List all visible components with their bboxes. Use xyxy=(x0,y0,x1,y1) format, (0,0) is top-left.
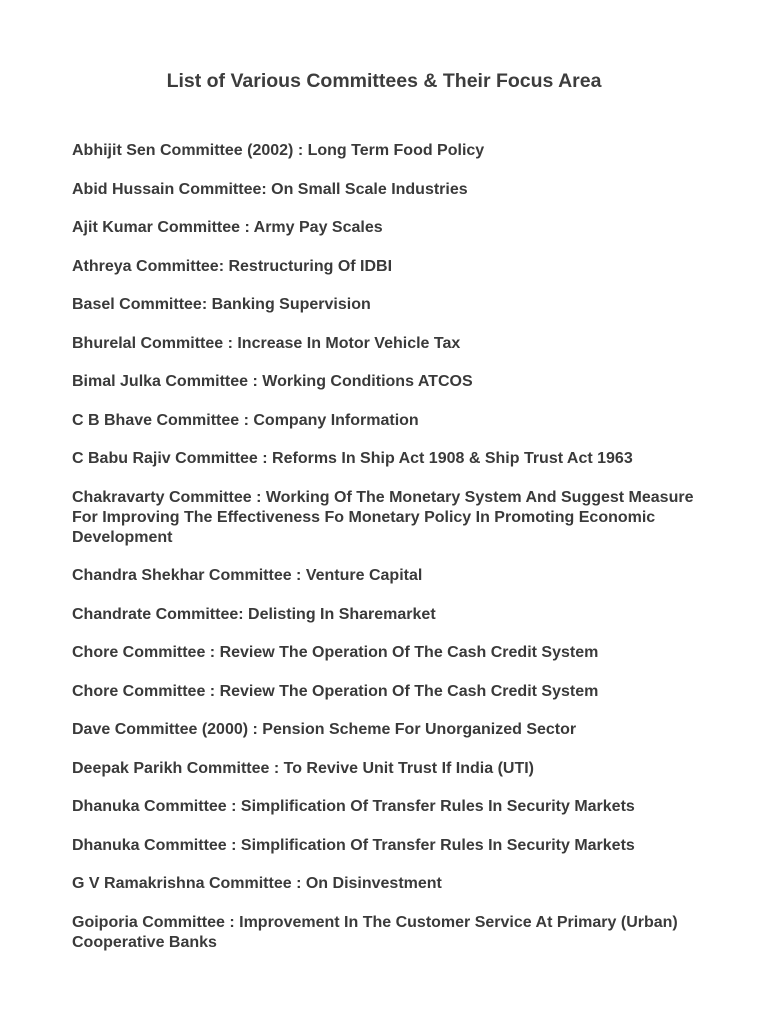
list-item: Basel Committee: Banking Supervision xyxy=(72,296,371,313)
list-item: C Babu Rajiv Committee : Reforms In Ship Act 1908 & Ship Trust Act 1963 xyxy=(72,450,633,467)
list-item: Goiporia Committee : Improvement In The Customer Service At Primary (Urban) Cooperative Banks xyxy=(72,913,678,951)
list-item: Dave Committee (2000) : Pension Scheme For Unorganized Sector xyxy=(72,721,577,738)
list-item: Dhanuka Committee : Simplification Of Transfer Rules In Security Markets xyxy=(72,836,635,854)
list-item: Bhurelal Committee : Increase In Motor Vehicle Tax xyxy=(72,334,461,352)
list-item: Chandra Shekhar Committee : Venture Capital xyxy=(72,567,423,584)
list-item: Chore Committee : Review The Operation Of The Cash Credit System xyxy=(72,682,599,700)
list-item: Bimal Julka Committee : Working Conditions ATCOS xyxy=(72,373,473,390)
list-item: Athreya Committee: Restructuring Of IDBI xyxy=(72,257,393,275)
list-item: Abid Hussain Committee: On Small Scale Industries xyxy=(72,180,468,198)
list-item: Deepak Parikh Committee : To Revive Unit Trust If India (UTI) xyxy=(72,759,535,777)
page-title: List of Various Committees & Their Focus Area xyxy=(166,70,602,92)
list-item: Chore Committee : Review The Operation Of The Cash Credit System xyxy=(72,644,599,661)
list-item: G V Ramakrishna Committee : On Disinvestment xyxy=(72,875,442,892)
list-item: Ajit Kumar Committee : Army Pay Scales xyxy=(72,219,383,236)
committee-list xyxy=(72,141,712,971)
list-item: Dhanuka Committee : Simplification Of Transfer Rules In Security Markets xyxy=(72,798,635,815)
list-item: Abhijit Sen Committee (2002) : Long Term Food Policy xyxy=(72,142,485,159)
list-item: Chandrate Committee: Delisting In Sharemarket xyxy=(72,605,436,623)
list-item: C B Bhave Committee : Company Information xyxy=(72,411,419,429)
list-item: Chakravarty Committee : Working Of The Monetary System And Suggest Measure For Improving The Effectiveness Fo Monetary Policy In Promoting Economic Development xyxy=(72,488,694,546)
